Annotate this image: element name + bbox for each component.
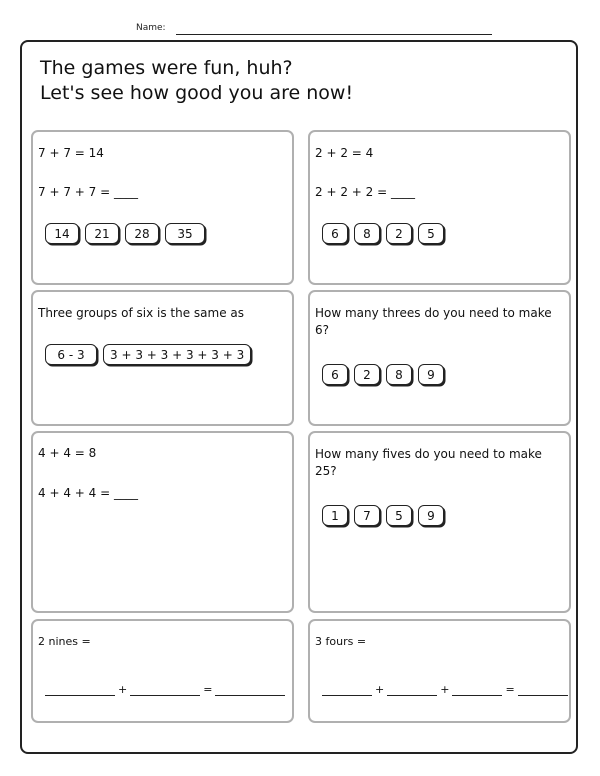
option-button[interactable]: 9	[418, 364, 444, 385]
answer-blank[interactable]	[322, 681, 372, 696]
name-label: Name:	[136, 23, 166, 33]
card-three-fours	[308, 619, 571, 723]
card-threes	[308, 290, 571, 426]
addition-blanks	[322, 681, 568, 696]
card-fours	[31, 431, 294, 613]
answer-blank[interactable]	[452, 681, 502, 696]
card-sevens	[31, 130, 294, 285]
option-button[interactable]: 6	[322, 364, 348, 385]
title-line-2: Let's see how good you are now!	[40, 82, 354, 104]
equation-1: 2 + 2 = 4	[315, 146, 374, 160]
question-text: How many threes do you need to make 6?	[315, 306, 552, 337]
equation-2: 2 + 2 + 2 = ____	[315, 185, 415, 199]
option-button[interactable]: 9	[418, 505, 444, 526]
equation-1: 4 + 4 = 8	[38, 446, 97, 460]
option-button[interactable]: 28	[125, 223, 159, 244]
plus-sign: +	[118, 683, 128, 696]
equals-sign: =	[203, 683, 213, 696]
answer-options	[322, 505, 444, 526]
name-input-line[interactable]	[176, 34, 492, 35]
plus-sign: +	[440, 683, 450, 696]
option-button[interactable]: 5	[418, 223, 444, 244]
answer-blank[interactable]	[130, 681, 200, 696]
question-text: Three groups of six is the same as	[38, 306, 244, 320]
option-button[interactable]: 6	[322, 223, 348, 244]
answer-blank[interactable]	[215, 681, 285, 696]
plus-sign: +	[375, 683, 385, 696]
option-button[interactable]: 6 - 3	[45, 344, 97, 365]
option-button[interactable]: 8	[354, 223, 380, 244]
name-row	[0, 22, 600, 38]
card-twos	[308, 130, 571, 285]
answer-blank[interactable]	[45, 681, 115, 696]
equals-sign: =	[505, 683, 515, 696]
option-button[interactable]: 1	[322, 505, 348, 526]
equation-1: 7 + 7 = 14	[38, 146, 104, 160]
card-two-nines	[31, 619, 294, 723]
addition-blanks	[45, 681, 285, 696]
question-text: How many fives do you need to make 25?	[315, 447, 542, 478]
card-groups-of-six	[31, 290, 294, 426]
answer-blank[interactable]	[387, 681, 437, 696]
card-fives	[308, 431, 571, 613]
prompt-text: 3 fours =	[315, 635, 367, 648]
equation-2: 7 + 7 + 7 = ____	[38, 185, 138, 199]
option-button[interactable]: 3 + 3 + 3 + 3 + 3 + 3	[103, 344, 251, 365]
equation-2: 4 + 4 + 4 = ____	[38, 486, 138, 500]
worksheet-frame	[20, 40, 578, 754]
answer-options	[322, 223, 444, 244]
answer-options	[322, 364, 444, 385]
option-button[interactable]: 5	[386, 505, 412, 526]
option-button[interactable]: 21	[85, 223, 119, 244]
option-button[interactable]: 14	[45, 223, 79, 244]
option-button[interactable]: 8	[386, 364, 412, 385]
prompt-text: 2 nines =	[38, 635, 91, 648]
option-button[interactable]: 7	[354, 505, 380, 526]
option-button[interactable]: 35	[165, 223, 205, 244]
answer-options	[45, 223, 205, 244]
title-line-1: The games were fun, huh?	[40, 57, 293, 79]
option-button[interactable]: 2	[386, 223, 412, 244]
option-button[interactable]: 2	[354, 364, 380, 385]
answer-options	[45, 344, 251, 365]
worksheet-title	[40, 56, 353, 106]
answer-blank[interactable]	[518, 681, 568, 696]
